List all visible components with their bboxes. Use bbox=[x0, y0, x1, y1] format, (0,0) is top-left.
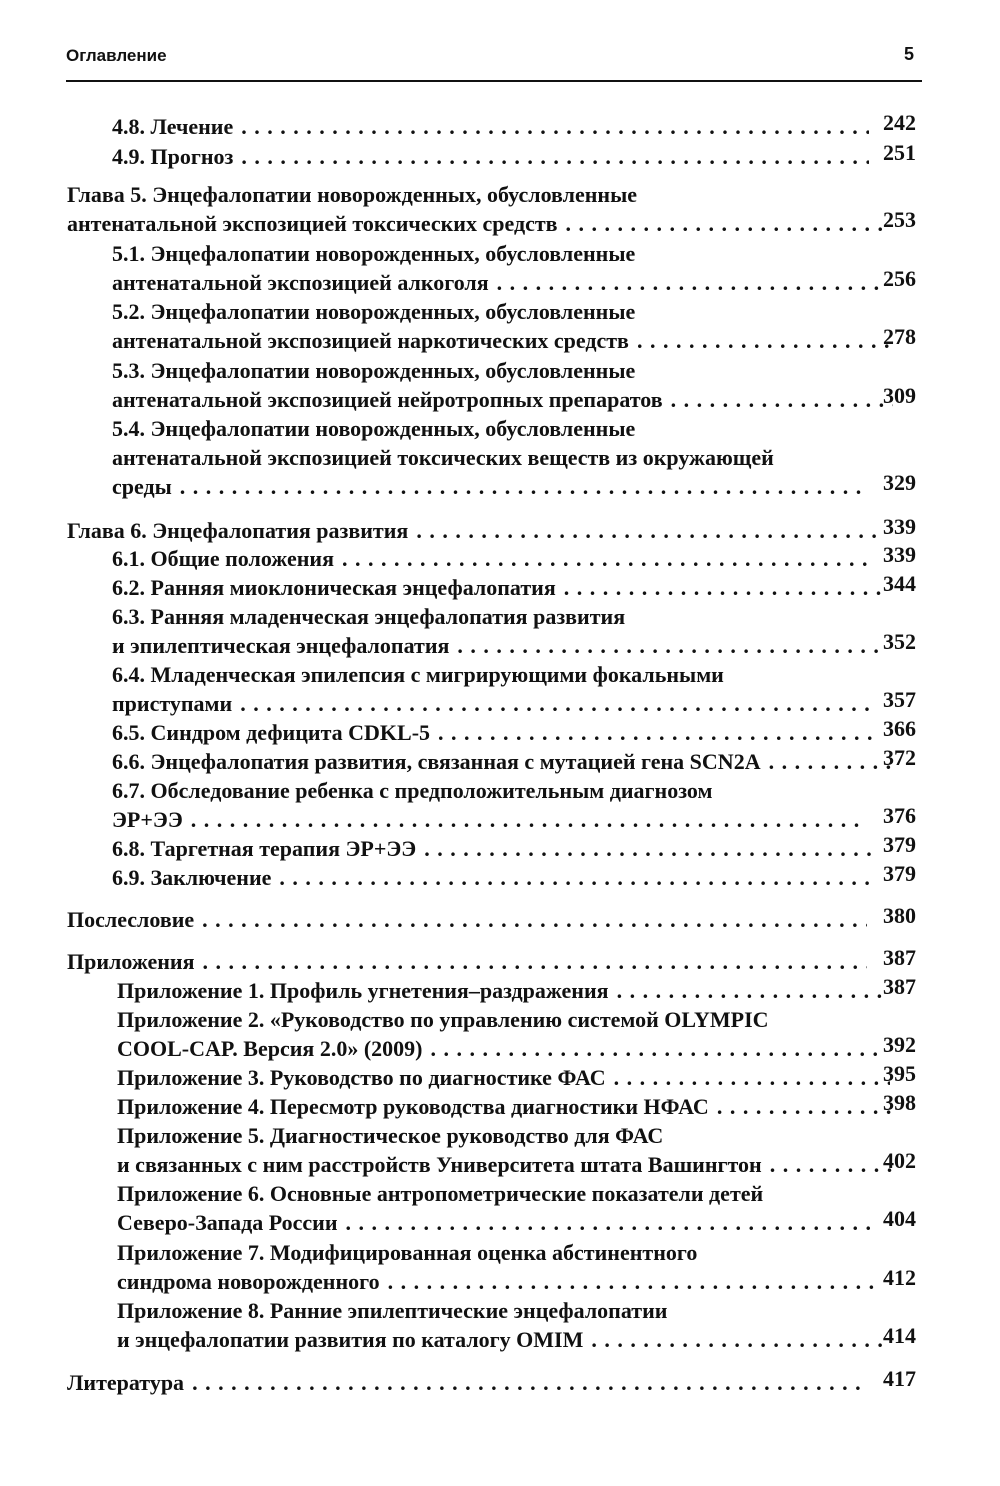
toc-entry-last-line bbox=[112, 544, 916, 573]
toc-entry-last-line bbox=[117, 1325, 916, 1354]
toc-entry-page: 256 bbox=[883, 266, 916, 291]
toc-entry-page: 387 bbox=[883, 945, 916, 970]
toc-entry bbox=[112, 747, 916, 776]
toc-entry-title-line: Приложения bbox=[67, 949, 195, 974]
dot-leader bbox=[342, 544, 875, 573]
toc-entry-page: 376 bbox=[883, 803, 916, 828]
dot-leader bbox=[279, 863, 871, 892]
toc-entry-last-line bbox=[112, 268, 916, 297]
dot-leader bbox=[497, 268, 884, 297]
toc-entry-title-line: и связанных с ним расстройств Университета штата Вашингтон bbox=[117, 1152, 762, 1177]
toc-entry-title-line: антенатальной экспозицией нейротропных препаратов bbox=[112, 387, 663, 412]
toc-entry-title-line: Литература bbox=[67, 1370, 185, 1395]
dot-leader bbox=[457, 631, 881, 660]
toc-entry-last-line bbox=[67, 905, 916, 934]
toc-entry-last-line bbox=[112, 385, 916, 414]
toc-entry-title-line: синдрома новорожденного bbox=[117, 1269, 380, 1294]
toc-entry-page: 329 bbox=[883, 470, 916, 495]
toc-entry bbox=[112, 573, 916, 602]
toc-entry-page: 253 bbox=[883, 207, 916, 232]
toc-entry-last-line bbox=[112, 573, 916, 602]
toc-entry-title-line: 6.8. Таргетная терапия ЭР+ЭЭ bbox=[112, 836, 417, 861]
toc-entry-title-line: Приложение 1. Профиль угнетения–раздражения bbox=[117, 978, 609, 1003]
toc-entry-page: 379 bbox=[883, 832, 916, 857]
dot-leader bbox=[192, 1368, 867, 1397]
toc-entry-title-line: Глава 5. Энцефалопатии новорожденных, обусловленные bbox=[67, 182, 638, 207]
toc-entry-last-line bbox=[117, 1267, 916, 1296]
toc-entry bbox=[117, 1005, 916, 1063]
toc-entry-page: 412 bbox=[883, 1265, 916, 1290]
toc-entry-title-line: антенатальной экспозицией токсических веществ из окружающей bbox=[112, 445, 774, 470]
toc-entry-page: 372 bbox=[883, 745, 916, 770]
dot-leader bbox=[438, 718, 880, 747]
toc-entry-title-line: Послесловие bbox=[67, 907, 195, 932]
toc-entry bbox=[117, 1296, 916, 1354]
toc-entry-title-line: антенатальной экспозицией наркотических средств bbox=[112, 328, 629, 353]
toc-entry-title-line: и энцефалопатии развития по каталогу OMIM bbox=[117, 1327, 584, 1352]
toc-entry-page: 402 bbox=[883, 1148, 916, 1173]
toc-entry-page: 379 bbox=[883, 861, 916, 886]
toc-entry-page: 344 bbox=[883, 571, 916, 596]
page-number: 5 bbox=[903, 44, 914, 64]
toc-entry bbox=[67, 1368, 916, 1397]
toc-entry-last-line bbox=[112, 805, 916, 834]
toc-entry-title-line: Приложение 3. Руководство по диагностике ФАС bbox=[117, 1065, 606, 1090]
dot-leader bbox=[180, 472, 866, 501]
toc-entry bbox=[112, 112, 916, 141]
toc-entry-last-line bbox=[67, 1368, 916, 1397]
toc-entry-title-line: и эпилептическая энцефалопатия bbox=[112, 633, 450, 658]
toc-entry-page: 278 bbox=[883, 324, 916, 349]
section-title: Оглавление bbox=[66, 46, 167, 65]
toc-entry-page: 339 bbox=[883, 514, 916, 539]
toc-entry bbox=[112, 544, 916, 573]
toc-entry bbox=[117, 1063, 916, 1092]
toc-entry bbox=[112, 414, 916, 501]
toc-entry-title-line: Северо-Запада России bbox=[117, 1210, 338, 1235]
header-rule bbox=[66, 80, 922, 82]
toc-entry-title-line: антенатальной экспозицией алкоголя bbox=[112, 270, 489, 295]
toc-entry bbox=[112, 863, 916, 892]
toc-entry-title-line: 6.7. Обследование ребенка с предположительным диагнозом bbox=[112, 778, 713, 803]
toc-entry-last-line bbox=[112, 112, 916, 141]
toc-entry-title-line: приступами bbox=[112, 691, 233, 716]
toc-entry-last-line bbox=[117, 1034, 916, 1063]
toc-entry-title-line: 6.9. Заключение bbox=[112, 865, 272, 890]
dot-leader bbox=[591, 1325, 888, 1354]
dot-leader bbox=[241, 142, 869, 171]
toc-entry-title-line: 6.6. Энцефалопатия развития, связанная с мутацией гена SCN2A bbox=[112, 749, 761, 774]
dot-leader bbox=[202, 905, 867, 934]
toc-entry-last-line bbox=[117, 1150, 916, 1179]
toc-entry-title-line: Приложение 7. Модифицированная оценка абстинентного bbox=[117, 1240, 698, 1265]
toc-entry-title-line: COOL-CAP. Версия 2.0» (2009) bbox=[117, 1036, 423, 1061]
dot-leader bbox=[203, 947, 868, 976]
toc-entry-page: 242 bbox=[883, 110, 916, 135]
toc-entry bbox=[112, 776, 916, 834]
toc-entry-last-line bbox=[117, 1092, 916, 1121]
toc-entry-page: 417 bbox=[883, 1366, 916, 1391]
toc-entry-last-line bbox=[112, 834, 916, 863]
toc-entry-last-line bbox=[112, 747, 916, 776]
toc-entry-page: 414 bbox=[883, 1323, 916, 1348]
toc-entry bbox=[112, 602, 916, 660]
toc-entry bbox=[112, 142, 916, 171]
toc-entry-title-line: 5.4. Энцефалопатии новорожденных, обусловленные bbox=[112, 416, 636, 441]
toc-entry-last-line bbox=[112, 689, 916, 718]
toc-entry-last-line bbox=[117, 976, 916, 1005]
toc-entry-title-line: 6.3. Ранняя младенческая энцефалопатия развития bbox=[112, 604, 626, 629]
toc-entry-title-line: 6.5. Синдром дефицита CDKL-5 bbox=[112, 720, 431, 745]
toc-entry-title-line: Приложение 4. Пересмотр руководства диагностики НФАС bbox=[117, 1094, 709, 1119]
toc-entry-last-line bbox=[112, 472, 916, 501]
toc-entry bbox=[67, 905, 916, 934]
toc-entry-last-line bbox=[112, 863, 916, 892]
dot-leader bbox=[240, 689, 869, 718]
toc-entry bbox=[112, 660, 916, 718]
dot-leader bbox=[191, 805, 867, 834]
toc-entry-page: 387 bbox=[883, 974, 916, 999]
toc-entry bbox=[117, 1121, 916, 1179]
toc-entry bbox=[67, 516, 916, 545]
toc-entry-page: 352 bbox=[883, 629, 916, 654]
toc-entry-title-line: Глава 6. Энцефалопатия развития bbox=[67, 518, 409, 543]
toc-entry-title-line: антенатальной экспозицией токсических средств bbox=[67, 211, 558, 236]
dot-leader bbox=[346, 1208, 876, 1237]
toc-entry-last-line bbox=[67, 209, 916, 238]
toc-entry-title-line: 6.4. Младенческая эпилепсия с мигрирующими фокальными bbox=[112, 662, 724, 687]
toc-entry-last-line bbox=[117, 1063, 916, 1092]
toc-entry-title-line: 6.2. Ранняя миоклоническая энцефалопатия bbox=[112, 575, 556, 600]
toc-entry-last-line bbox=[112, 326, 916, 355]
toc-entry-page: 398 bbox=[883, 1090, 916, 1115]
toc-entry-title-line: 5.3. Энцефалопатии новорожденных, обусловленные bbox=[112, 358, 636, 383]
dot-leader bbox=[424, 834, 879, 863]
toc-entry bbox=[117, 1179, 916, 1237]
toc-entry-title-line: 5.1. Энцефалопатии новорожденных, обусловленные bbox=[112, 241, 636, 266]
toc-entry-page: 366 bbox=[883, 716, 916, 741]
toc-entry-last-line bbox=[112, 631, 916, 660]
toc-entry-title-line: Приложение 6. Основные антропометрические показатели детей bbox=[117, 1181, 764, 1206]
toc-entry bbox=[67, 180, 916, 238]
toc-entry-page: 309 bbox=[883, 383, 916, 408]
toc-entry-page: 380 bbox=[883, 903, 916, 928]
toc-entry-page: 357 bbox=[883, 687, 916, 712]
toc-entry-title-line: 5.2. Энцефалопатии новорожденных, обусловленные bbox=[112, 299, 636, 324]
toc-entry-page: 251 bbox=[883, 140, 916, 165]
toc-entry-title-line: 6.1. Общие положения bbox=[112, 546, 334, 571]
toc-entry-page: 404 bbox=[883, 1206, 916, 1231]
toc-entry-title-line: Приложение 8. Ранние эпилептические энцефалопатии bbox=[117, 1298, 668, 1323]
toc-entry-page: 339 bbox=[883, 542, 916, 567]
toc-entry bbox=[112, 356, 916, 414]
dot-leader bbox=[430, 1034, 879, 1063]
toc-entry bbox=[67, 947, 916, 976]
toc-entry-last-line bbox=[67, 947, 916, 976]
toc-entry-title-line: Приложение 2. «Руководство по управлению системой OLYMPIC bbox=[117, 1007, 769, 1032]
dot-leader bbox=[388, 1267, 878, 1296]
toc-entry-title-line: Приложение 5. Диагностическое руководство для ФАС bbox=[117, 1123, 664, 1148]
toc-entry bbox=[112, 239, 916, 297]
running-head bbox=[66, 46, 922, 66]
toc-entry bbox=[117, 1092, 916, 1121]
dot-leader bbox=[566, 209, 888, 238]
toc-entry-last-line bbox=[117, 1208, 916, 1237]
toc-entry bbox=[112, 297, 916, 355]
toc-entry-title-line: ЭР+ЭЭ bbox=[112, 807, 183, 832]
toc-entry bbox=[117, 976, 916, 1005]
toc-entry-title-line: среды bbox=[112, 474, 172, 499]
toc-entry-page: 395 bbox=[883, 1061, 916, 1086]
toc-entry-last-line bbox=[112, 142, 916, 171]
dot-leader bbox=[416, 516, 879, 545]
toc-entry bbox=[117, 1238, 916, 1296]
toc-entry bbox=[112, 834, 916, 863]
toc-entry-title-line: 4.8. Лечение bbox=[112, 114, 234, 139]
toc-entry bbox=[112, 718, 916, 747]
dot-leader bbox=[241, 112, 869, 141]
toc-entry-title-line: 4.9. Прогноз bbox=[112, 144, 234, 169]
toc-entry-last-line bbox=[67, 516, 916, 545]
toc-entry-last-line bbox=[112, 718, 916, 747]
toc-entry-page: 392 bbox=[883, 1032, 916, 1057]
dot-leader bbox=[564, 573, 887, 602]
